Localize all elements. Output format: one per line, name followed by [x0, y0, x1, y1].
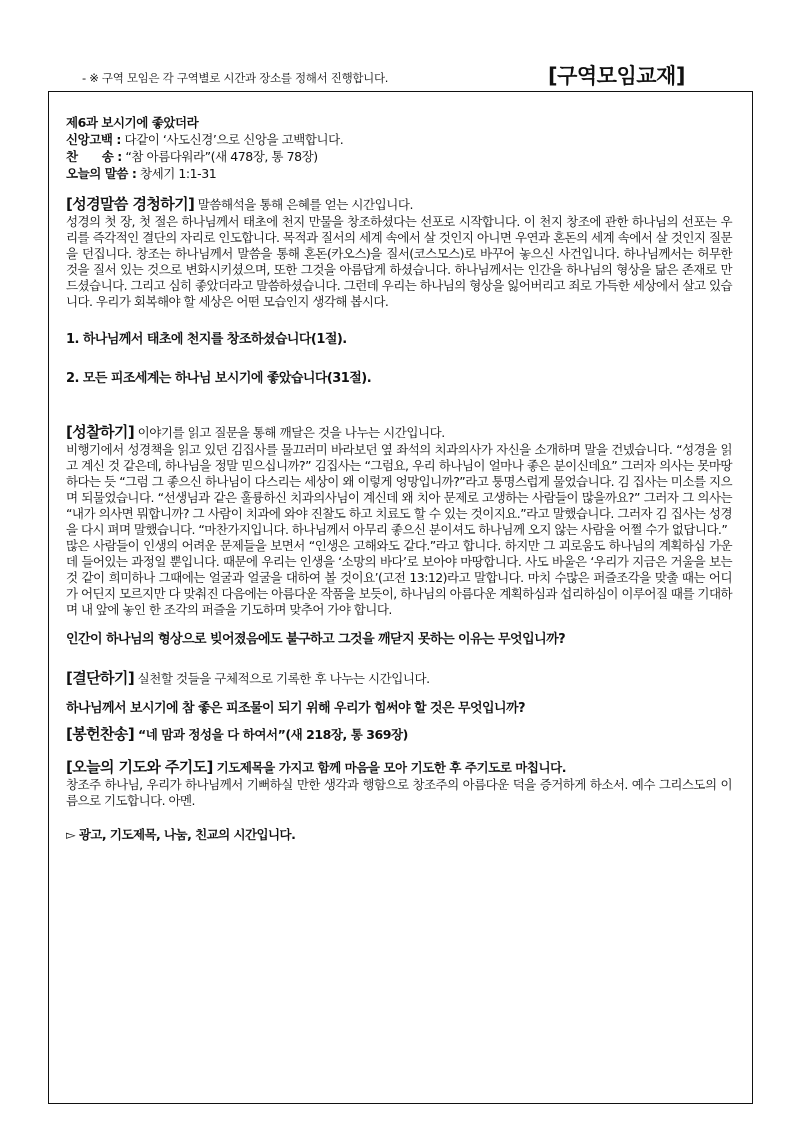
lesson-content	[66, 114, 732, 844]
listen-tag: [성경말씀 경청하기]	[66, 195, 195, 213]
word-line	[66, 165, 732, 182]
prayer-body: 창조주 하나님, 우리가 하나님께서 기뻐하실 만한 생각과 행함으로 창조주의 아름다운 덕을 증거하게 하소서. 예수 그리스도의 이름으로 기도합니다. 아멘.	[66, 777, 732, 809]
creed-label: 신앙고백 :	[66, 132, 121, 147]
listen-point-1: 1. 하나님께서 태초에 천지를 창조하셨습니다(1절).	[66, 332, 347, 348]
decide-question: 하나님께서 보시기에 참 좋은 피조물이 되기 위해 우리가 힘써야 할 것은 무엇입니까?	[66, 701, 525, 717]
hymn-line	[66, 148, 732, 165]
closing-note: ▻ 광고, 기도제목, 나눔, 친교의 시간입니다.	[66, 827, 296, 843]
offering-text: “네 맘과 정성을 다 하여서”(새 218장, 통 369장)	[134, 727, 408, 743]
reflect-body: 많은 사람들이 인생의 어려운 문제들을 보면서 “인생은 고해와도 같다.”라고 합니다. 하지만 그 괴로움도 하나님의 계획하심 가운데 들어있는 과정일 뿐입니다. 때문에 우리는 인생을 ‘소망의 바다’로 보아야 마땅합니다. 사도 바울은 ‘우리가 지금은 거울을 보는 것 같이 희미하나 그때에는 얼굴과 얼굴을 대하여 볼 것이요’(고전 13:12)라고 말합니다. 마치 수많은 퍼즐조각을 맞출 때는 어디가 어딘지 모르지만 다 맞춰진 다음에는 아름다운 작품을 보듯이, 하나님의 아름다운 계획하심과 섭리하심이 이루어질 때를 기대하며 내 앞에 놓인 한 조각의 퍼즐을 기도하며 맞추어 가야 합니다.	[66, 537, 732, 617]
creed-text: 다같이 ‘사도신경’으로 신앙을 고백합니다.	[120, 132, 344, 147]
decide-desc: 실천할 것들을 구체적으로 기록한 후 나누는 시간입니다.	[134, 671, 430, 687]
prayer-tag: [오늘의 기도와 주기도]	[66, 758, 213, 777]
hymn-label: 찬 송 :	[66, 149, 122, 164]
listen-desc: 말씀해석을 통해 은혜를 얻는 시간입니다.	[194, 197, 414, 212]
decide-header	[66, 669, 732, 688]
lesson-title: 제6과 보시기에 좋았더라	[66, 115, 199, 130]
reflect-desc: 이야기를 읽고 질문을 통해 깨달은 것을 나누는 시간입니다.	[134, 425, 445, 441]
prayer-desc: 기도제목을 가지고 함께 마음을 모아 기도한 후 주기도로 마칩니다.	[212, 760, 567, 776]
meeting-note: - ※ 구역 모임은 각 구역별로 시간과 장소를 정해서 진행합니다.	[82, 71, 389, 85]
reflect-story: 비행기에서 성경책을 읽고 있던 김집사를 물끄러미 바라보던 옆 좌석의 치과의사가 자신을 소개하며 말을 건넸습니다. “성경을 읽고 계신 것 같은데, 하나님을 정말 믿으십니까?” 김집사는 “그럼요, 우리 하나님이 얼마나 좋은 분이신데요” 그러자 의사는 못마땅하다는 듯 “그럼 그 좋으신 하나님이 다스리는 세상이 왜 이렇게 엉망입니까?”라고 퉁명스럽게 물었습니다. 김 집사는 미소를 지으며 되물었습니다. “선생님과 같은 훌륭하신 치과의사님이 계신데 왜 치아 문제로 고생하는 사람들이 많을까요?” 그러자 그 의사는 “내가 의사면 뭐합니까? 그 사람이 치과에 와야 진찰도 하고 치료도 할 수 있는 것이지요.”라고 말했습니다. 그러자 김 집사는 성경을 다시 펴며 말했습니다. “마찬가지입니다. 하나님께서 아무리 좋으신 분이셔도 하나님께 오지 않는 사람을 어쩔 수가 없답니다.”	[66, 442, 732, 537]
prayer-header	[66, 758, 732, 777]
creed-line	[66, 131, 732, 148]
decide-tag: [결단하기]	[66, 669, 135, 688]
material-title: [구역모임교재]	[548, 64, 685, 88]
reflect-question: 인간이 하나님의 형상으로 빚어졌음에도 불구하고 그것을 깨닫지 못하는 이유는 무엇입니까?	[66, 632, 566, 648]
page-header	[70, 60, 750, 94]
listen-header	[66, 195, 732, 214]
word-text: 창세기 1:1-31	[136, 166, 217, 181]
reflect-header	[66, 423, 732, 442]
offering-hymn	[66, 725, 732, 744]
lesson-box	[48, 91, 753, 1104]
listen-point-2: 2. 모든 피조세계는 하나님 보시기에 좋았습니다(31절).	[66, 371, 372, 387]
reflect-tag: [성찰하기]	[66, 423, 135, 442]
word-label: 오늘의 말씀 :	[66, 166, 137, 181]
offering-tag: [봉헌찬송]	[66, 725, 135, 744]
hymn-text: “참 아름다워라”(새 478장, 통 78장)	[121, 149, 318, 164]
listen-body: 성경의 첫 장, 첫 절은 하나님께서 태초에 천지 만물을 창조하셨다는 선포로 시작합니다. 이 천지 창조에 관한 하나님의 선포는 우리를 즉각적인 결단의 자리로 인도합니다. 목적과 질서의 세계 속에서 살 것인지 아니면 우연과 혼돈의 세계 속에서 살 것인지 질문을 던집니다. 창조는 하나님께서 말씀을 통해 혼돈(카오스)을 질서(코스모스)로 바꾸어 놓으신 사건입니다. 하나님께서는 허무한 것을 질서 있는 것으로 변화시키셨으며, 또한 그것을 아름답게 하셨습니다. 하나님께서는 인간을 하나님의 형상을 닮은 존재로 만드셨습니다. 그리고 심히 좋았더라고 말씀하셨습니다. 그런데 우리는 하나님의 형상을 잃어버리고 죄로 가득한 세상에서 살고 있습니다. 우리가 회복해야 할 세상은 어떤 모습인지 생각해 봅시다.	[66, 214, 732, 309]
